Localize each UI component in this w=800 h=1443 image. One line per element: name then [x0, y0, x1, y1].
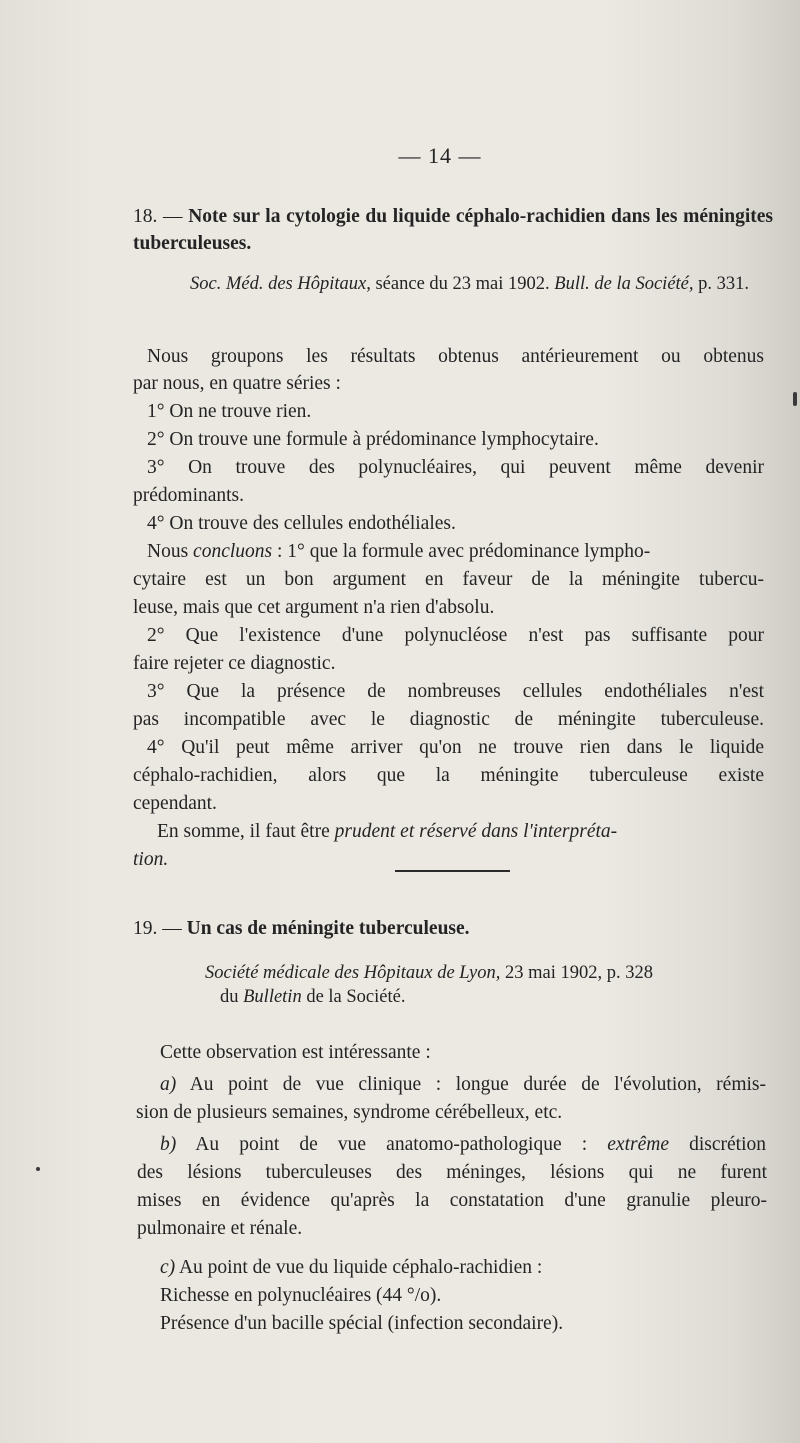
- text-line: [157, 818, 617, 845]
- entry-18-reference: [190, 272, 760, 297]
- entry-19-ref-journal: Société médicale des Hôpitaux de Lyon,: [205, 963, 501, 983]
- entry-19-ref-prefix: du: [220, 987, 244, 1007]
- text-line: cytaire est un bon argument en faveur de la méningite tubercu-: [133, 569, 764, 590]
- text-line: [147, 538, 650, 565]
- entry-18-ref-date: séance du 23 mai 1902.: [370, 274, 555, 294]
- entry-19-number: 19. —: [133, 918, 182, 939]
- ink-speck: [793, 392, 797, 406]
- text-fragment: Au point de vue anatomo-pathologique :: [176, 1134, 608, 1155]
- entry-18-title: Note sur la cytologie du liquide céphalo-rachidien dans les méningites tuberculeuses.: [133, 206, 773, 254]
- text-line: pulmonaire et rénale.: [137, 1218, 303, 1239]
- entry-18-ref-bulletin: Bull. de la Société,: [554, 274, 694, 294]
- text-fragment: : 1° que la formule avec prédominance lympho-: [272, 541, 651, 562]
- item-letter: b): [160, 1134, 177, 1155]
- text-line: [160, 1254, 542, 1281]
- text-line: 4° Qu'il peut même arriver qu'on ne trouve rien dans le liquide: [147, 737, 764, 758]
- text-line: Richesse en polynucléaires (44 °/o).: [160, 1285, 442, 1306]
- text-fragment: En somme, il faut être: [157, 821, 335, 842]
- text-fragment: Au point de vue clinique : longue durée de l'évolution, rémis-: [176, 1074, 766, 1095]
- text-line: Cette observation est intéressante :: [160, 1042, 431, 1063]
- text-line: [133, 846, 168, 873]
- entry-18-number: 18. —: [133, 206, 183, 227]
- entry-19-reference-line-2: [220, 985, 780, 1010]
- italic-fragment: tion.: [133, 849, 169, 870]
- text-line: [160, 1071, 766, 1098]
- italic-fragment: extrême: [607, 1134, 669, 1155]
- entry-18-heading: [133, 203, 773, 257]
- text-line: céphalo-rachidien, alors que la méningite tuberculeuse existe: [133, 765, 764, 786]
- text-line: cependant.: [133, 793, 217, 814]
- text-line: leuse, mais que cet argument n'a rien d'absolu.: [133, 597, 495, 618]
- text-line: 4° On trouve des cellules endothéliales.: [147, 513, 456, 534]
- entry-19-title: Un cas de méningite tuberculeuse.: [186, 918, 470, 939]
- page-number: — 14 —: [398, 143, 482, 168]
- text-line: des lésions tuberculeuses des méninges, lésions qui ne furent: [137, 1162, 767, 1183]
- italic-fragment: prudent et réservé dans l'interpréta-: [334, 821, 618, 842]
- entry-18-ref-journal: Soc. Méd. des Hôpitaux,: [190, 274, 371, 294]
- text-line: prédominants.: [133, 485, 245, 506]
- text-line: Présence d'un bacille spécial (infection secondaire).: [160, 1313, 564, 1334]
- text-line: [160, 1131, 766, 1158]
- text-line: 1° On ne trouve rien.: [147, 401, 312, 422]
- text-line: faire rejeter ce diagnostic.: [133, 653, 336, 674]
- entry-19-reference-line-1: [205, 961, 785, 986]
- section-divider: [395, 870, 510, 872]
- text-line: 2° Que l'existence d'une polynucléose n'est pas suffisante pour: [147, 625, 764, 646]
- text-line: pas incompatible avec le diagnostic de méningite tuberculeuse.: [133, 709, 764, 730]
- item-letter: a): [160, 1074, 177, 1095]
- text-line: 3° On trouve des polynucléaires, qui peuvent même devenir: [147, 457, 764, 478]
- text-fragment: discrétion: [668, 1134, 766, 1155]
- entry-19-ref-suffix: de la Société.: [301, 987, 406, 1007]
- item-letter: c): [160, 1257, 176, 1278]
- entry-19-ref-bulletin: Bulletin: [243, 987, 302, 1007]
- text-line: 3° Que la présence de nombreuses cellules endothéliales n'est: [147, 681, 764, 702]
- text-line: Nous groupons les résultats obtenus antérieurement ou obtenus: [147, 346, 764, 367]
- entry-18-ref-page: p. 331.: [693, 274, 750, 294]
- entry-19-ref-date: 23 mai 1902, p. 328: [500, 963, 653, 983]
- text-line: par nous, en quatre séries :: [133, 373, 341, 394]
- ink-speck: [36, 1167, 40, 1171]
- text-line: 2° On trouve une formule à prédominance lymphocytaire.: [147, 429, 599, 450]
- text-fragment: Nous: [147, 541, 189, 562]
- text-fragment: Au point de vue du liquide céphalo-rachidien :: [175, 1257, 543, 1278]
- italic-fragment: concluons: [193, 541, 273, 562]
- entry-19-heading: [133, 915, 773, 942]
- text-line: sion de plusieurs semaines, syndrome cérébelleux, etc.: [136, 1102, 563, 1123]
- text-line: mises en évidence qu'après la constatation d'une granulie pleuro-: [137, 1190, 767, 1211]
